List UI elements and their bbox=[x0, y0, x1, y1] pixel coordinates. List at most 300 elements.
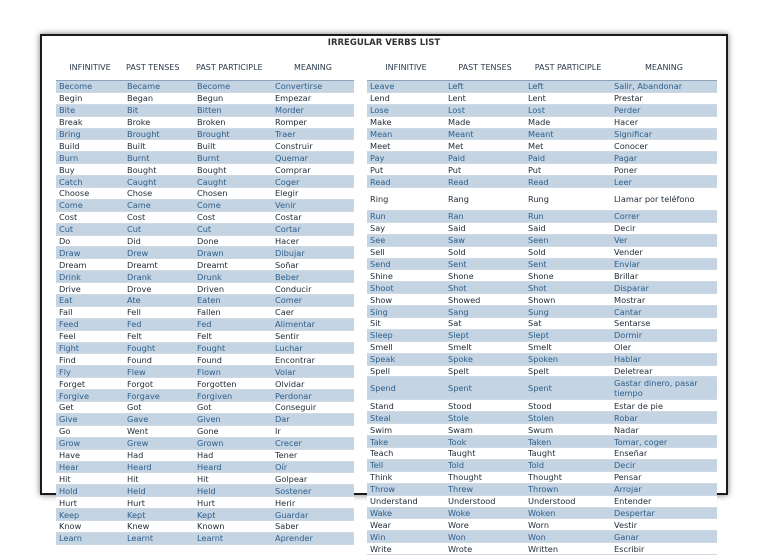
cell-past-tense: Spent bbox=[445, 377, 525, 400]
cell-meaning: Ir bbox=[272, 425, 354, 437]
cell-infinitive: Bring bbox=[56, 128, 124, 140]
cell-infinitive: Wear bbox=[367, 519, 445, 531]
cell-past-participle: Drunk bbox=[194, 271, 272, 283]
cell-infinitive: Steal bbox=[367, 412, 445, 424]
cell-past-participle: Gone bbox=[194, 425, 272, 437]
cell-infinitive: Cost bbox=[56, 211, 124, 223]
cell-meaning: Volar bbox=[272, 366, 354, 378]
cell-meaning: Mostrar bbox=[611, 294, 717, 306]
cell-past-tense: Saw bbox=[445, 234, 525, 246]
table-row bbox=[56, 164, 354, 176]
cell-past-tense: Sat bbox=[445, 318, 525, 330]
header-past-participle: PAST PARTICIPLE bbox=[525, 54, 611, 81]
cell-infinitive: Have bbox=[56, 449, 124, 461]
cell-past-tense: Cost bbox=[124, 211, 194, 223]
cell-meaning: Sostener bbox=[272, 485, 354, 497]
cell-infinitive: Stand bbox=[367, 400, 445, 412]
cell-meaning: Quemar bbox=[272, 152, 354, 164]
cell-infinitive: Buy bbox=[56, 164, 124, 176]
cell-past-participle: Hurt bbox=[194, 497, 272, 509]
cell-past-participle: Forgotten bbox=[194, 378, 272, 390]
cell-past-tense: Held bbox=[124, 485, 194, 497]
cell-meaning: Saber bbox=[272, 520, 354, 532]
table-row bbox=[367, 282, 717, 294]
cell-past-tense: Spoke bbox=[445, 353, 525, 365]
cell-infinitive: Throw bbox=[367, 483, 445, 495]
cell-meaning: Estar de pie bbox=[611, 400, 717, 412]
cell-past-participle: Become bbox=[194, 81, 272, 93]
table-row bbox=[56, 378, 354, 390]
cell-infinitive: Hurt bbox=[56, 497, 124, 509]
table-row bbox=[56, 330, 354, 342]
cell-past-participle: Stood bbox=[525, 400, 611, 412]
cell-past-tense: Built bbox=[124, 140, 194, 152]
cell-meaning: Cantar bbox=[611, 306, 717, 318]
cell-meaning: Convertirse bbox=[272, 81, 354, 93]
table-row bbox=[367, 234, 717, 246]
cell-past-participle: Written bbox=[525, 543, 611, 555]
cell-past-tense: Threw bbox=[445, 483, 525, 495]
table-row bbox=[56, 306, 354, 318]
cell-past-tense: Paid bbox=[445, 152, 525, 164]
cell-past-participle: Cut bbox=[194, 223, 272, 235]
cell-past-tense: Stood bbox=[445, 400, 525, 412]
verbs-table-right bbox=[367, 54, 717, 555]
cell-infinitive: Sing bbox=[367, 306, 445, 318]
cell-past-participle: Begun bbox=[194, 92, 272, 104]
cell-meaning: Ganar bbox=[611, 531, 717, 543]
cell-past-participle: Slept bbox=[525, 329, 611, 341]
cell-meaning: Leer bbox=[611, 176, 717, 188]
cell-meaning: Hablar bbox=[611, 353, 717, 365]
cell-infinitive: Wake bbox=[367, 507, 445, 519]
cell-infinitive: Forget bbox=[56, 378, 124, 390]
cell-meaning: Luchar bbox=[272, 342, 354, 354]
table-row bbox=[367, 329, 717, 341]
cell-past-participle: Lost bbox=[525, 104, 611, 116]
table-row bbox=[367, 353, 717, 365]
table-row bbox=[56, 437, 354, 449]
cell-past-participle: Broken bbox=[194, 116, 272, 128]
cell-past-participle: Eaten bbox=[194, 295, 272, 307]
verbs-list-card bbox=[40, 34, 728, 554]
cell-past-participle: Smelt bbox=[525, 341, 611, 353]
cell-meaning: Entender bbox=[611, 495, 717, 507]
cell-infinitive: Hear bbox=[56, 461, 124, 473]
table-row bbox=[367, 365, 717, 377]
cell-past-tense: Made bbox=[445, 116, 525, 128]
cell-past-participle: Lent bbox=[525, 92, 611, 104]
table-row bbox=[367, 81, 717, 93]
table-row bbox=[367, 246, 717, 258]
table-row bbox=[367, 128, 717, 140]
cell-past-participle: Bitten bbox=[194, 104, 272, 116]
cell-past-tense: Did bbox=[124, 235, 194, 247]
cell-infinitive: See bbox=[367, 234, 445, 246]
table-row bbox=[367, 176, 717, 188]
table-row bbox=[367, 531, 717, 543]
cell-meaning: Costar bbox=[272, 211, 354, 223]
cell-infinitive: Feed bbox=[56, 318, 124, 330]
cell-infinitive: Tell bbox=[367, 459, 445, 471]
cell-infinitive: Fight bbox=[56, 342, 124, 354]
table-row bbox=[367, 294, 717, 306]
cell-past-participle: Swum bbox=[525, 424, 611, 436]
cell-past-tense: Swam bbox=[445, 424, 525, 436]
cell-past-tense: Fed bbox=[124, 318, 194, 330]
cell-past-participle: Paid bbox=[525, 152, 611, 164]
verbs-table-left-body bbox=[56, 81, 354, 545]
cell-past-tense: Ate bbox=[124, 295, 194, 307]
cell-meaning: Crecer bbox=[272, 437, 354, 449]
cell-past-participle: Built bbox=[194, 140, 272, 152]
cell-past-participle: Stolen bbox=[525, 412, 611, 424]
cell-infinitive: Draw bbox=[56, 247, 124, 259]
cell-past-participle: Spoken bbox=[525, 353, 611, 365]
header-past-tenses: PAST TENSES bbox=[124, 54, 194, 81]
cell-past-tense: Felt bbox=[124, 330, 194, 342]
cell-infinitive: Hit bbox=[56, 473, 124, 485]
cell-past-tense: Ran bbox=[445, 211, 525, 223]
table-row bbox=[56, 342, 354, 354]
cell-past-participle: Brought bbox=[194, 128, 272, 140]
cell-infinitive: Forgive bbox=[56, 390, 124, 402]
table-row bbox=[56, 128, 354, 140]
cell-past-tense: Thought bbox=[445, 471, 525, 483]
cell-past-tense: Kept bbox=[124, 509, 194, 521]
cell-meaning: Herir bbox=[272, 497, 354, 509]
cell-meaning: Vender bbox=[611, 246, 717, 258]
table-row bbox=[56, 116, 354, 128]
cell-infinitive: Leave bbox=[367, 81, 445, 93]
cell-meaning: Dar bbox=[272, 413, 354, 425]
cell-past-participle: Driven bbox=[194, 283, 272, 295]
cell-infinitive: Eat bbox=[56, 295, 124, 307]
cell-past-tense: Hurt bbox=[124, 497, 194, 509]
table-row bbox=[56, 473, 354, 485]
table-row bbox=[56, 461, 354, 473]
cell-meaning: Despertar bbox=[611, 507, 717, 519]
cell-meaning: Beber bbox=[272, 271, 354, 283]
table-header-row bbox=[56, 54, 354, 81]
table-row bbox=[367, 140, 717, 152]
cell-meaning: Olvidar bbox=[272, 378, 354, 390]
cell-meaning: Robar bbox=[611, 412, 717, 424]
cell-infinitive: Learn bbox=[56, 532, 124, 544]
table-row bbox=[367, 164, 717, 176]
table-row bbox=[367, 400, 717, 412]
cell-past-tense: Began bbox=[124, 92, 194, 104]
cell-past-participle: Taught bbox=[525, 448, 611, 460]
cell-meaning: Comprar bbox=[272, 164, 354, 176]
cell-past-tense: Cut bbox=[124, 223, 194, 235]
cell-meaning: Conocer bbox=[611, 140, 717, 152]
cell-past-participle: Sung bbox=[525, 306, 611, 318]
cell-meaning: Hacer bbox=[272, 235, 354, 247]
cell-past-participle: Woken bbox=[525, 507, 611, 519]
cell-meaning: Significar bbox=[611, 128, 717, 140]
cell-past-tense: Wrote bbox=[445, 543, 525, 555]
cell-past-tense: Learnt bbox=[124, 532, 194, 544]
table-row bbox=[367, 211, 717, 223]
table-row bbox=[56, 413, 354, 425]
cell-meaning: Conseguir bbox=[272, 402, 354, 414]
cell-infinitive: Make bbox=[367, 116, 445, 128]
table-row bbox=[56, 354, 354, 366]
cell-past-participle: Got bbox=[194, 402, 272, 414]
cell-past-tense: Broke bbox=[124, 116, 194, 128]
cell-past-participle: Shot bbox=[525, 282, 611, 294]
table-row bbox=[56, 235, 354, 247]
cell-past-participle: Felt bbox=[194, 330, 272, 342]
cell-meaning: Guardar bbox=[272, 509, 354, 521]
cell-infinitive: Write bbox=[367, 543, 445, 555]
cell-past-tense: Told bbox=[445, 459, 525, 471]
cell-past-tense: Chose bbox=[124, 188, 194, 200]
cell-past-participle: Thought bbox=[525, 471, 611, 483]
cell-meaning: Gastar dinero, pasar tiempo bbox=[611, 377, 717, 400]
cell-past-tense: Flew bbox=[124, 366, 194, 378]
cell-infinitive: Lend bbox=[367, 92, 445, 104]
cell-past-tense: Spelt bbox=[445, 365, 525, 377]
table-row bbox=[367, 104, 717, 116]
cell-infinitive: Keep bbox=[56, 509, 124, 521]
cell-meaning: Romper bbox=[272, 116, 354, 128]
verbs-table-right-body bbox=[367, 81, 717, 555]
table-row bbox=[367, 436, 717, 448]
cell-past-participle: Fallen bbox=[194, 306, 272, 318]
cell-past-participle: Left bbox=[525, 81, 611, 93]
cell-meaning: Deletrear bbox=[611, 365, 717, 377]
header-meaning: MEANING bbox=[272, 54, 354, 81]
cell-past-tense: Forgave bbox=[124, 390, 194, 402]
cell-past-participle: Grown bbox=[194, 437, 272, 449]
cell-past-tense: Put bbox=[445, 164, 525, 176]
table-row bbox=[56, 449, 354, 461]
cell-infinitive: Come bbox=[56, 199, 124, 211]
cell-past-participle: Fought bbox=[194, 342, 272, 354]
cell-infinitive: Win bbox=[367, 531, 445, 543]
table-row bbox=[56, 104, 354, 116]
table-row bbox=[56, 271, 354, 283]
cell-past-tense: Understood bbox=[445, 495, 525, 507]
cell-infinitive: Spend bbox=[367, 377, 445, 400]
table-row bbox=[56, 140, 354, 152]
cell-past-tense: Burnt bbox=[124, 152, 194, 164]
cell-past-tense: Forgot bbox=[124, 378, 194, 390]
table-row bbox=[56, 366, 354, 378]
cell-past-tense: Fought bbox=[124, 342, 194, 354]
table-row bbox=[56, 199, 354, 211]
cell-meaning: Morder bbox=[272, 104, 354, 116]
table-row bbox=[56, 425, 354, 437]
cell-meaning: Venir bbox=[272, 199, 354, 211]
cell-past-participle: Held bbox=[194, 485, 272, 497]
cell-meaning: Brillar bbox=[611, 270, 717, 282]
cell-meaning: Correr bbox=[611, 211, 717, 223]
cell-infinitive: Feel bbox=[56, 330, 124, 342]
header-past-participle: PAST PARTICIPLE bbox=[194, 54, 272, 81]
cell-infinitive: Become bbox=[56, 81, 124, 93]
table-row bbox=[56, 223, 354, 235]
table-row bbox=[56, 247, 354, 259]
table-row bbox=[56, 295, 354, 307]
cell-meaning: Perder bbox=[611, 104, 717, 116]
table-row bbox=[56, 390, 354, 402]
header-past-tenses: PAST TENSES bbox=[445, 54, 525, 81]
cell-past-participle: Put bbox=[525, 164, 611, 176]
table-row bbox=[367, 306, 717, 318]
cell-past-participle: Won bbox=[525, 531, 611, 543]
cell-infinitive: Swim bbox=[367, 424, 445, 436]
cell-past-tense: Slept bbox=[445, 329, 525, 341]
cell-past-participle: Told bbox=[525, 459, 611, 471]
cell-meaning: Decir bbox=[611, 222, 717, 234]
cell-past-tense: Lent bbox=[445, 92, 525, 104]
cell-past-tense: Grew bbox=[124, 437, 194, 449]
cell-meaning: Enviar bbox=[611, 258, 717, 270]
cell-past-participle: Met bbox=[525, 140, 611, 152]
cell-past-participle: Found bbox=[194, 354, 272, 366]
cell-past-tense: Found bbox=[124, 354, 194, 366]
cell-meaning: Nadar bbox=[611, 424, 717, 436]
table-row bbox=[56, 188, 354, 200]
cell-infinitive: Smell bbox=[367, 341, 445, 353]
cell-infinitive: Meet bbox=[367, 140, 445, 152]
table-row bbox=[56, 532, 354, 544]
cell-past-tense: Heard bbox=[124, 461, 194, 473]
cell-infinitive: Speak bbox=[367, 353, 445, 365]
table-row bbox=[56, 402, 354, 414]
cell-infinitive: Build bbox=[56, 140, 124, 152]
table-row bbox=[367, 543, 717, 555]
cell-past-participle: Run bbox=[525, 211, 611, 223]
cell-past-tense: Smelt bbox=[445, 341, 525, 353]
cell-meaning: Oler bbox=[611, 341, 717, 353]
cell-infinitive: Lose bbox=[367, 104, 445, 116]
table-row bbox=[367, 258, 717, 270]
cell-infinitive: Catch bbox=[56, 176, 124, 188]
table-row bbox=[367, 459, 717, 471]
table-row bbox=[56, 520, 354, 532]
cell-meaning: Salir, Abandonar bbox=[611, 81, 717, 93]
table-row bbox=[56, 485, 354, 497]
cell-past-participle: Seen bbox=[525, 234, 611, 246]
cell-past-participle: Flown bbox=[194, 366, 272, 378]
cell-past-participle: Shone bbox=[525, 270, 611, 282]
cell-infinitive: Read bbox=[367, 176, 445, 188]
cell-infinitive: Dream bbox=[56, 259, 124, 271]
cell-infinitive: Hold bbox=[56, 485, 124, 497]
cell-past-participle: Spent bbox=[525, 377, 611, 400]
cell-past-tense: Brought bbox=[124, 128, 194, 140]
cell-meaning: Cortar bbox=[272, 223, 354, 235]
cell-past-tense: Read bbox=[445, 176, 525, 188]
cell-past-tense: Knew bbox=[124, 520, 194, 532]
table-row bbox=[367, 270, 717, 282]
cell-past-participle: Said bbox=[525, 222, 611, 234]
cell-meaning: Sentir bbox=[272, 330, 354, 342]
cell-infinitive: Say bbox=[367, 222, 445, 234]
cell-infinitive: Give bbox=[56, 413, 124, 425]
cell-infinitive: Spell bbox=[367, 365, 445, 377]
cell-meaning: Ver bbox=[611, 234, 717, 246]
table-row bbox=[367, 471, 717, 483]
cell-past-participle: Learnt bbox=[194, 532, 272, 544]
cell-past-participle: Made bbox=[525, 116, 611, 128]
cell-past-tense: Drew bbox=[124, 247, 194, 259]
cell-past-participle: Forgiven bbox=[194, 390, 272, 402]
cell-past-tense: Said bbox=[445, 222, 525, 234]
cell-past-tense: Bit bbox=[124, 104, 194, 116]
cell-past-participle: Understood bbox=[525, 495, 611, 507]
table-row bbox=[367, 507, 717, 519]
cell-meaning: Sentarse bbox=[611, 318, 717, 330]
cell-infinitive: Shine bbox=[367, 270, 445, 282]
cell-past-tense: Drank bbox=[124, 271, 194, 283]
table-row bbox=[56, 509, 354, 521]
cell-past-tense: Got bbox=[124, 402, 194, 414]
table-header-row bbox=[367, 54, 717, 81]
table-row bbox=[56, 283, 354, 295]
cell-meaning: Oír bbox=[272, 461, 354, 473]
cell-meaning: Enseñar bbox=[611, 448, 717, 460]
table-row bbox=[56, 259, 354, 271]
table-row bbox=[367, 341, 717, 353]
cell-infinitive: Sell bbox=[367, 246, 445, 258]
cell-past-tense: Sold bbox=[445, 246, 525, 258]
cell-meaning: Encontrar bbox=[272, 354, 354, 366]
cell-meaning: Soñar bbox=[272, 259, 354, 271]
header-infinitive: INFINITIVE bbox=[56, 54, 124, 81]
cell-past-participle: Spelt bbox=[525, 365, 611, 377]
cell-past-tense: Caught bbox=[124, 176, 194, 188]
cell-meaning: Golpear bbox=[272, 473, 354, 485]
cell-infinitive: Drink bbox=[56, 271, 124, 283]
cell-past-participle: Caught bbox=[194, 176, 272, 188]
cell-infinitive: Burn bbox=[56, 152, 124, 164]
cell-meaning: Llamar por teléfono bbox=[611, 188, 717, 211]
cell-infinitive: Go bbox=[56, 425, 124, 437]
cell-past-tense: Drove bbox=[124, 283, 194, 295]
table-row bbox=[367, 92, 717, 104]
cell-infinitive: Do bbox=[56, 235, 124, 247]
cell-infinitive: Run bbox=[367, 211, 445, 223]
cell-infinitive: Pay bbox=[367, 152, 445, 164]
cell-past-participle: Drawn bbox=[194, 247, 272, 259]
cell-past-tense: Came bbox=[124, 199, 194, 211]
cell-past-participle: Sat bbox=[525, 318, 611, 330]
cell-past-tense: Wore bbox=[445, 519, 525, 531]
cell-meaning: Disparar bbox=[611, 282, 717, 294]
cell-past-tense: Gave bbox=[124, 413, 194, 425]
cell-meaning: Pagar bbox=[611, 152, 717, 164]
cell-infinitive: Put bbox=[367, 164, 445, 176]
cell-infinitive: Sleep bbox=[367, 329, 445, 341]
cell-past-tense: Meant bbox=[445, 128, 525, 140]
cell-meaning: Traer bbox=[272, 128, 354, 140]
cell-infinitive: Fall bbox=[56, 306, 124, 318]
table-row bbox=[367, 318, 717, 330]
cell-past-participle: Kept bbox=[194, 509, 272, 521]
cell-past-tense: Took bbox=[445, 436, 525, 448]
cell-past-tense: Hit bbox=[124, 473, 194, 485]
cell-past-participle: Given bbox=[194, 413, 272, 425]
table-row bbox=[56, 152, 354, 164]
cell-past-tense: Fell bbox=[124, 306, 194, 318]
cell-infinitive: Choose bbox=[56, 188, 124, 200]
cell-meaning: Tener bbox=[272, 449, 354, 461]
